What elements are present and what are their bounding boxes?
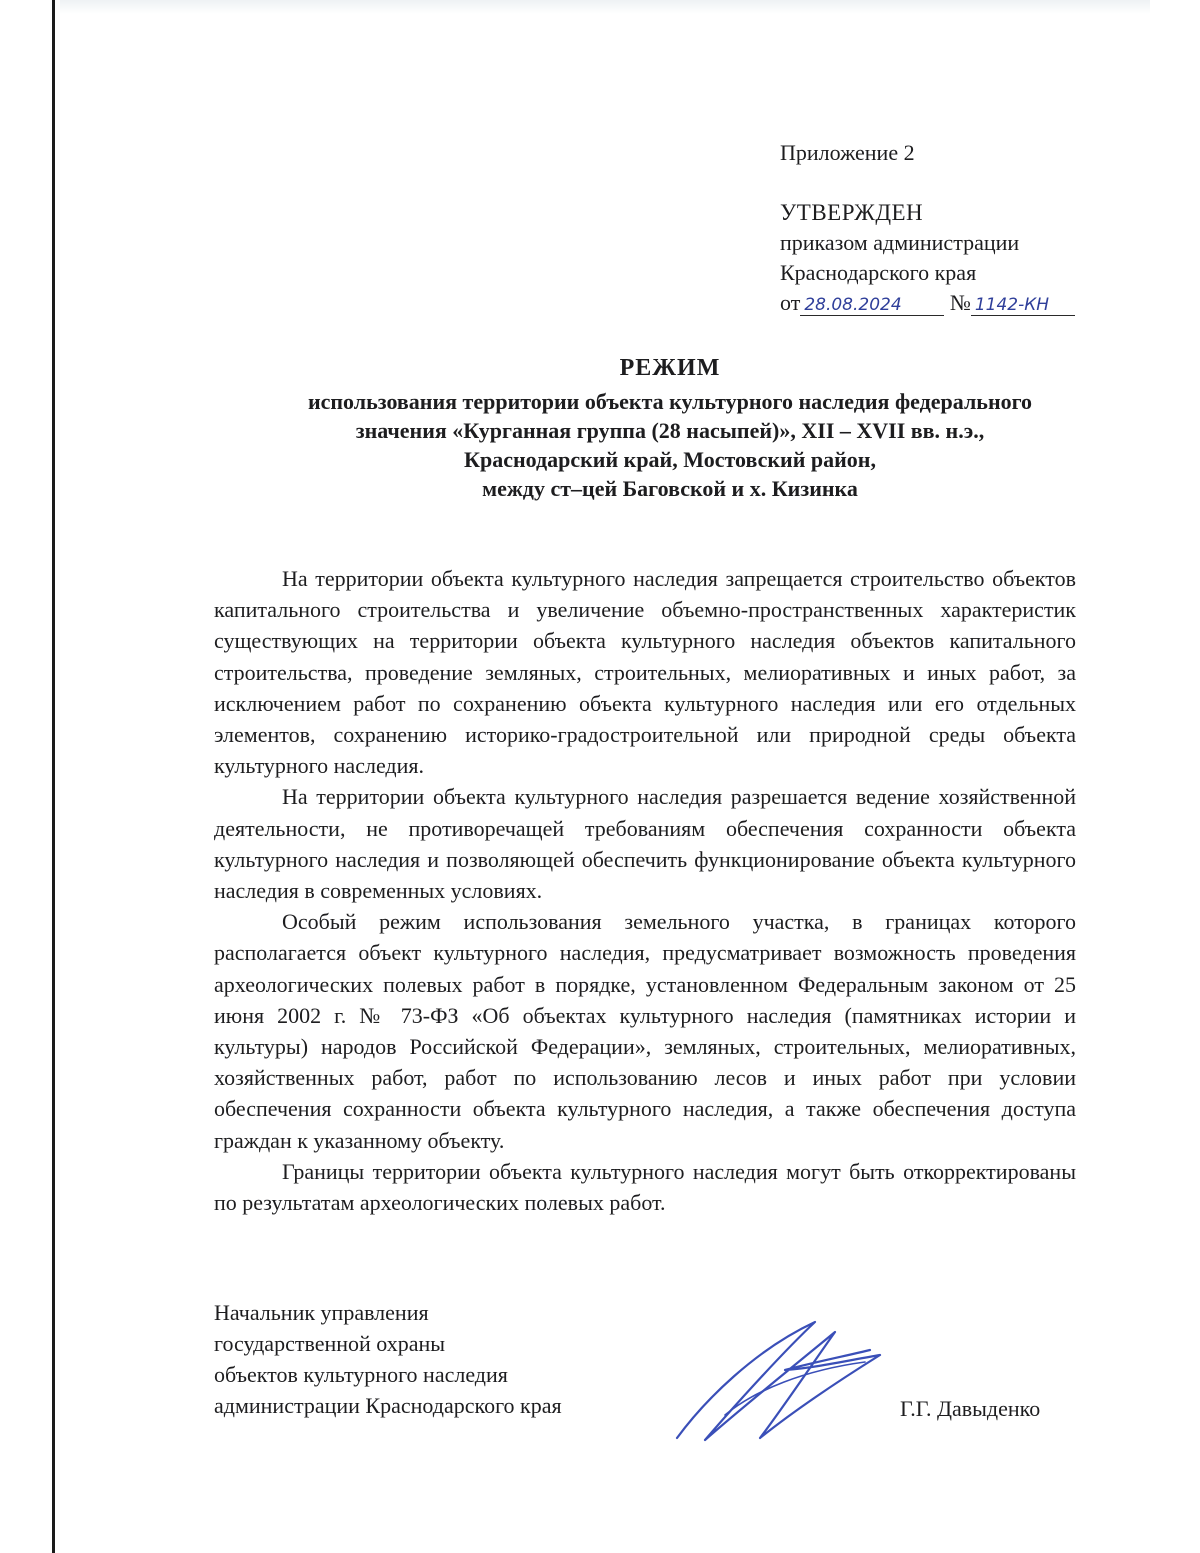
title-regime: РЕЖИМ: [619, 355, 721, 381]
handwritten-signature-icon: [665, 1310, 895, 1450]
position-line-2: государственной охраны: [214, 1331, 446, 1356]
title-line-2: значения «Курганная группа (28 насыпей)», XII – XVII вв. н.э.,: [355, 418, 985, 443]
approval-line-1: приказом администрации: [780, 230, 1020, 255]
position-line-4: администрации Краснодарского края: [214, 1393, 562, 1418]
signature-block: [214, 1297, 1084, 1421]
handwritten-date: 28.08.2024: [800, 295, 944, 316]
approval-date-line: [780, 288, 1075, 318]
paragraph-boundaries: Границы территории объекта культурного наследия могут быть откорректированы по результатам археологических полевых работ.: [214, 1158, 1076, 1216]
approved-heading: УТВЕРЖДЕН: [780, 200, 924, 225]
title-line-4: между ст–цей Баговской и х. Кизинка: [482, 476, 858, 501]
title-line-1: использования территории объекта культурного наследия федерального: [307, 389, 1033, 414]
appendix-label: Приложение 2: [780, 140, 915, 165]
document-title: [170, 354, 1170, 503]
paragraph-special-regime: Особый режим использования земельного участка, в границах которого располагается объект культурного наследия, предусматривает возможность проведения археологических полевых работ в порядке, установленном Федеральным законом от 25 июня 2002 г. № 73-ФЗ «Об объектах культурного наследия (памятниках истории и культуры) народов Российской Федерации», земляных, строительных, мелиоративных, хозяйственных работ, работ по использованию лесов и иных работ при условии обеспечения сохранности объекта культурного наследия, а также обеспечения доступа граждан к указанному объекту.: [214, 909, 1076, 1153]
position-line-1: Начальник управления: [214, 1300, 429, 1325]
scan-top-shade: [60, 0, 1150, 14]
paragraph-permitted-activity: На территории объекта культурного наследия разрешается ведение хозяйственной деятельности, не противоречащей требованиям обеспечения сохранности объекта культурного наследия и позволяющей обеспечить функционирование объекта культурного наследия в современных условиях.: [214, 784, 1076, 904]
approval-line-2: Краснодарского края: [780, 260, 977, 285]
position-line-3: объектов культурного наследия: [214, 1362, 508, 1387]
signer-name: Г.Г. Давыденко: [900, 1396, 1041, 1421]
number-prefix: №: [949, 290, 971, 315]
approval-stamp-block: [780, 138, 1075, 318]
date-prefix: от: [780, 290, 801, 315]
scan-edge: [52, 0, 55, 1553]
paragraph-prohibitions: На территории объекта культурного наследия запрещается строительство объектов капитального строительства и увеличение объемно-пространственных характеристик существующих на территории объекта культурного наследия объектов капитального строительства, проведение земляных, строительных, мелиоративных и иных работ, за исключением работ по сохранению объекта культурного наследия или его отдельных элементов, сохранению историко-градостроительной или природной среды объекта культурного наследия.: [214, 566, 1076, 779]
handwritten-number: 1142-КН: [971, 295, 1075, 316]
document-body: [214, 563, 1076, 1218]
title-line-3: Краснодарский край, Мостовский район,: [464, 447, 876, 472]
